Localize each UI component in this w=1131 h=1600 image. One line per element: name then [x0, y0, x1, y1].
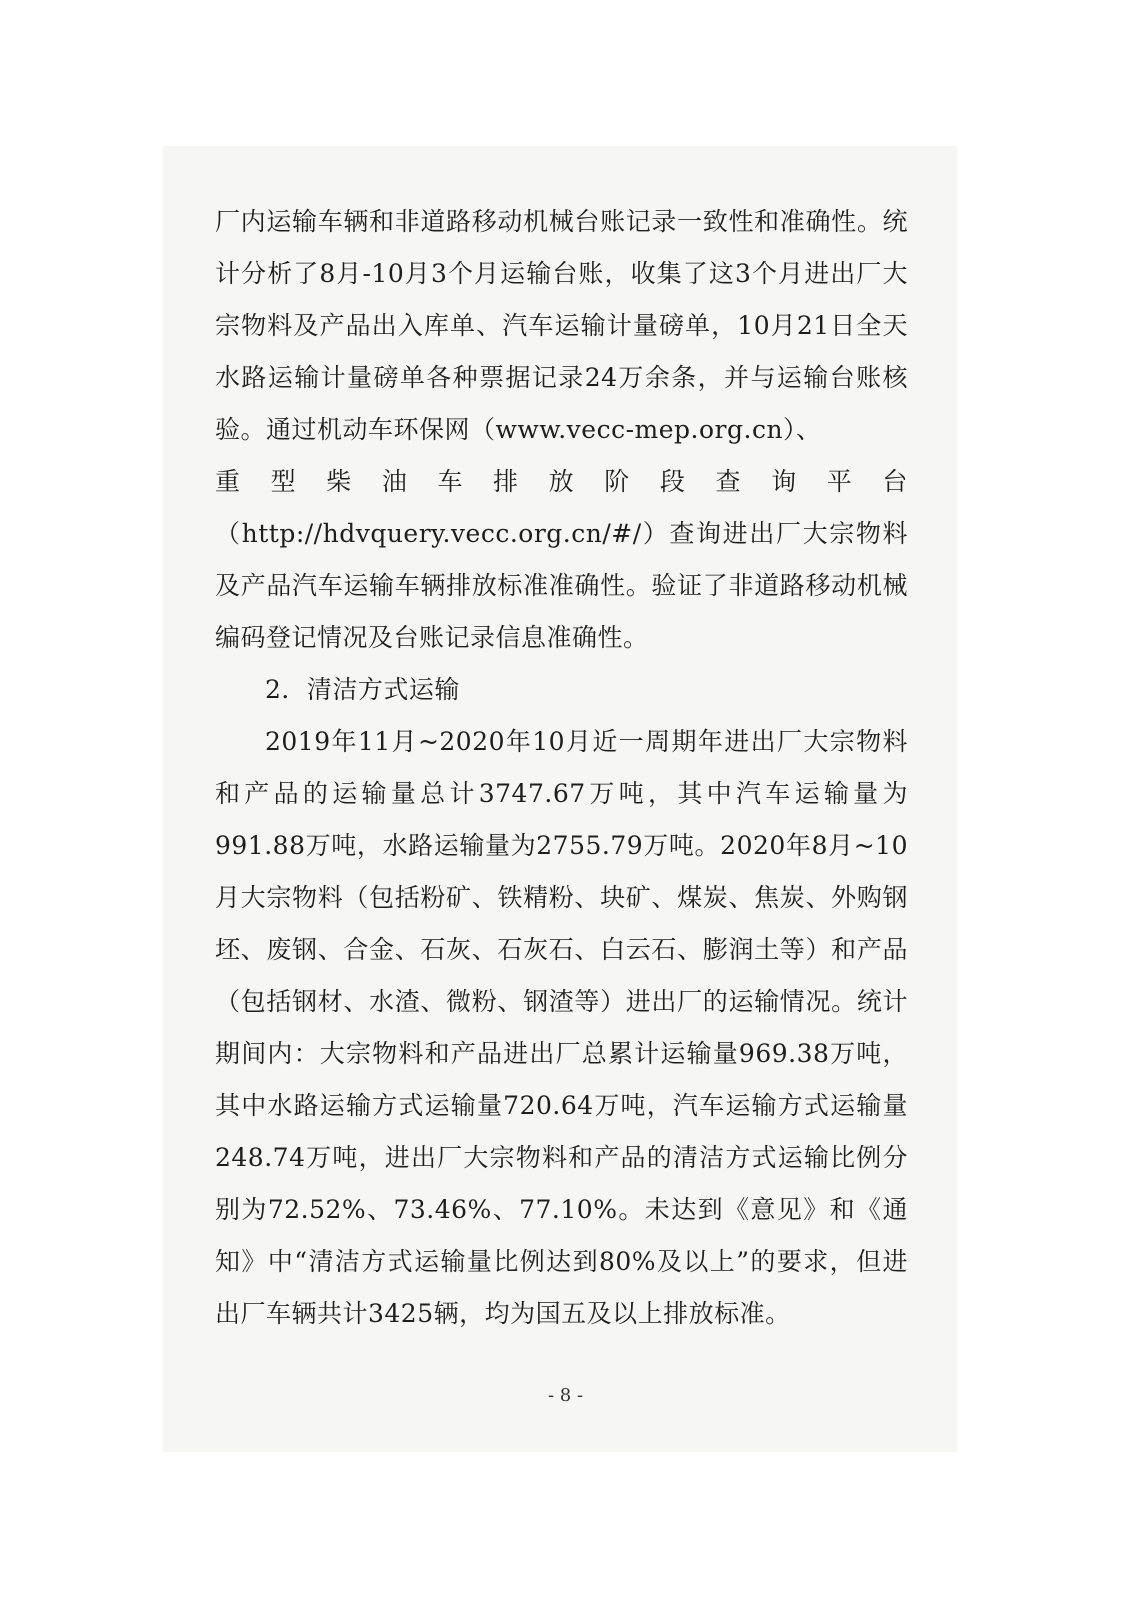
spread-char: 平: [826, 467, 853, 496]
spread-char: 放: [548, 467, 575, 496]
paragraph-continued-tail: [215, 508, 908, 664]
paragraph-clean-transport: 2019年11月~2020年10月近一周期年进出厂大宗物料和产品的运输量总计3747.67万吨，其中汽车运输量为991.88万吨，水路运输量为2755.79万吨。2020年8月~10月大宗物料（包括粉矿、铁精粉、块矿、煤炭、焦炭、外购钢坯、废钢、合金、石灰、石灰石、白云石、膨润土等）和产品（包括钢材、水渣、微粉、钢渣等）进出厂的运输情况。统计期间内：大宗物料和产品进出厂总累计运输量969.38万吨，其中水路运输方式运输量720.64万吨，汽车运输方式运输量248.74万吨，进出厂大宗物料和产品的清洁方式运输比例分别为72.52%、73.46%、77.10%。未达到《意见》和《通知》中“清洁方式运输量比例达到80%及以上”的要求，但进出厂车辆共计3425辆，均为国五及以上排放标准。: [215, 727, 908, 1328]
section-heading: 2．清洁方式运输: [265, 675, 460, 704]
spread-char: 柴: [326, 467, 352, 496]
spread-char: 车: [437, 467, 463, 496]
spread-char: 阶: [604, 467, 630, 496]
document-body: [215, 196, 908, 1340]
spread-char: 段: [659, 467, 686, 496]
spread-char: 型: [270, 467, 297, 496]
paragraph-text: 厂内运输车辆和非道路移动机械台账记录一致性和准确性。统计分析了8月-10月3个月运输台账，收集了这3个月进出厂大宗物料及产品出入库单、汽车运输计量磅单，10月21日全天水路运输计量磅单各种票据记录24万余条，并与运输台账核验。通过机动车环保网（www.vecc-mep.org.cn）、: [215, 207, 908, 444]
paragraph-text: （http://hdvquery.vecc.org.cn/#/）查询进出厂大宗物料及产品汽车运输车辆排放标准准确性。验证了非道路移动机械编码登记情况及台账记录信息准确性。: [215, 519, 908, 652]
paragraph-continued: [215, 196, 908, 456]
spread-char: 油: [381, 467, 408, 496]
spread-char: 排: [493, 467, 519, 496]
page-number: - 8 -: [547, 1385, 584, 1406]
spread-char: 询: [771, 467, 797, 496]
spread-char: 台: [882, 467, 908, 496]
spread-char: 查: [715, 467, 741, 496]
spread-char: 重: [215, 467, 241, 496]
spread-text-line: [215, 456, 908, 508]
